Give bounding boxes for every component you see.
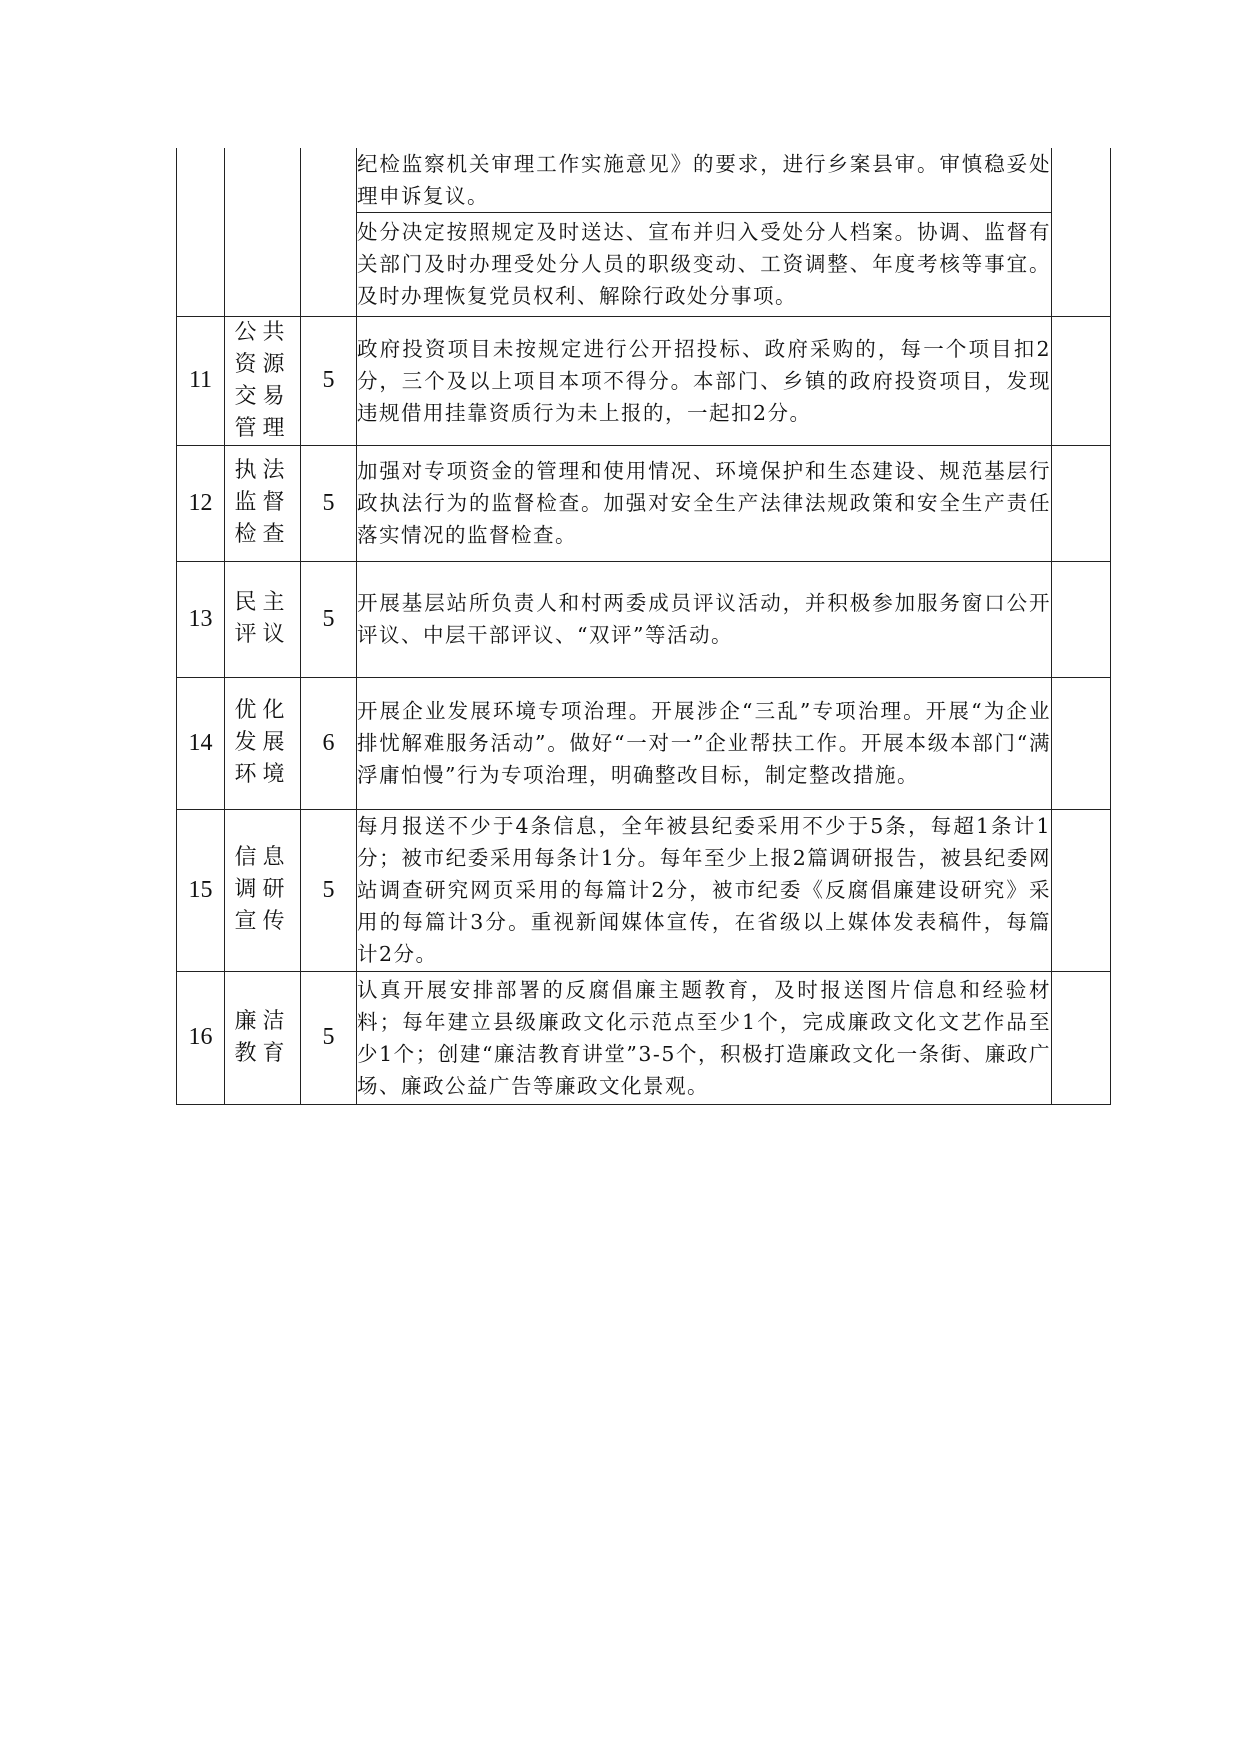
row-criteria: 政府投资项目未按规定进行公开招投标、政府采购的，每一个项目扣2分，三个及以上项目本项不得分。本部门、乡镇的政府投资项目，发现违规借用挂靠资质行为未上报的，一起扣2分。 (357, 316, 1052, 445)
row-remark (1052, 809, 1111, 971)
row-score (301, 148, 357, 316)
row-remark (1052, 677, 1111, 809)
row-score: 5 (301, 971, 357, 1104)
row-score: 5 (301, 445, 357, 561)
row-item: 民主评议 (225, 561, 301, 677)
row-item: 公共资源交易管理 (225, 316, 301, 445)
row-criteria: 加强对专项资金的管理和使用情况、环境保护和生态建设、规范基层行政执法行为的监督检查。加强对安全生产法律法规政策和安全生产责任落实情况的监督检查。 (357, 445, 1052, 561)
assessment-table (176, 148, 1111, 1105)
row-criteria-cell (357, 148, 1052, 316)
row-number: 15 (177, 809, 225, 971)
table-row (177, 316, 1111, 445)
row-item: 优化发展环境 (225, 677, 301, 809)
table-row (177, 445, 1111, 561)
row-criteria-part: 处分决定按照规定及时送达、宣布并归入受处分人档案。协调、监督有关部门及时办理受处分人员的职级变动、工资调整、年度考核等事宜。及时办理恢复党员权利、解除行政处分事项。 (357, 213, 1051, 316)
row-score: 5 (301, 561, 357, 677)
row-score: 5 (301, 809, 357, 971)
table-row (177, 148, 1111, 316)
row-criteria: 认真开展安排部署的反腐倡廉主题教育，及时报送图片信息和经验材料；每年建立县级廉政文化示范点至少1个，完成廉政文化文艺作品至少1个；创建“廉洁教育讲堂”3-5个，积极打造廉政文化一条街、廉政广场、廉政公益广告等廉政文化景观。 (357, 971, 1052, 1104)
row-remark (1052, 316, 1111, 445)
row-remark (1052, 148, 1111, 316)
row-score: 5 (301, 316, 357, 445)
table-row (177, 809, 1111, 971)
row-criteria: 开展基层站所负责人和村两委成员评议活动，并积极参加服务窗口公开评议、中层干部评议、“双评”等活动。 (357, 561, 1052, 677)
row-number: 12 (177, 445, 225, 561)
row-item: 廉洁教育 (225, 971, 301, 1104)
row-number: 16 (177, 971, 225, 1104)
row-number (177, 148, 225, 316)
row-remark (1052, 561, 1111, 677)
row-criteria: 开展企业发展环境专项治理。开展涉企“三乱”专项治理。开展“为企业排忧解难服务活动”。做好“一对一”企业帮扶工作。开展本级本部门“满浮庸怕慢”行为专项治理，明确整改目标，制定整改措施。 (357, 677, 1052, 809)
row-number: 14 (177, 677, 225, 809)
row-number: 13 (177, 561, 225, 677)
table-row (177, 971, 1111, 1104)
row-remark (1052, 445, 1111, 561)
row-criteria: 每月报送不少于4条信息，全年被县纪委采用不少于5条，每超1条计1分；被市纪委采用每条计1分。每年至少上报2篇调研报告，被县纪委网站调查研究网页采用的每篇计2分，被市纪委《反腐倡廉建设研究》采用的每篇计3分。重视新闻媒体宣传，在省级以上媒体发表稿件，每篇计2分。 (357, 809, 1052, 971)
row-criteria-part: 纪检监察机关审理工作实施意见》的要求，进行乡案县审。审慎稳妥处理申诉复议。 (357, 152, 1051, 208)
table-row (177, 561, 1111, 677)
row-remark (1052, 971, 1111, 1104)
row-score: 6 (301, 677, 357, 809)
row-number: 11 (177, 316, 225, 445)
table-row (177, 677, 1111, 809)
row-item (225, 148, 301, 316)
row-item: 执法监督检查 (225, 445, 301, 561)
row-item: 信息调研宣传 (225, 809, 301, 971)
